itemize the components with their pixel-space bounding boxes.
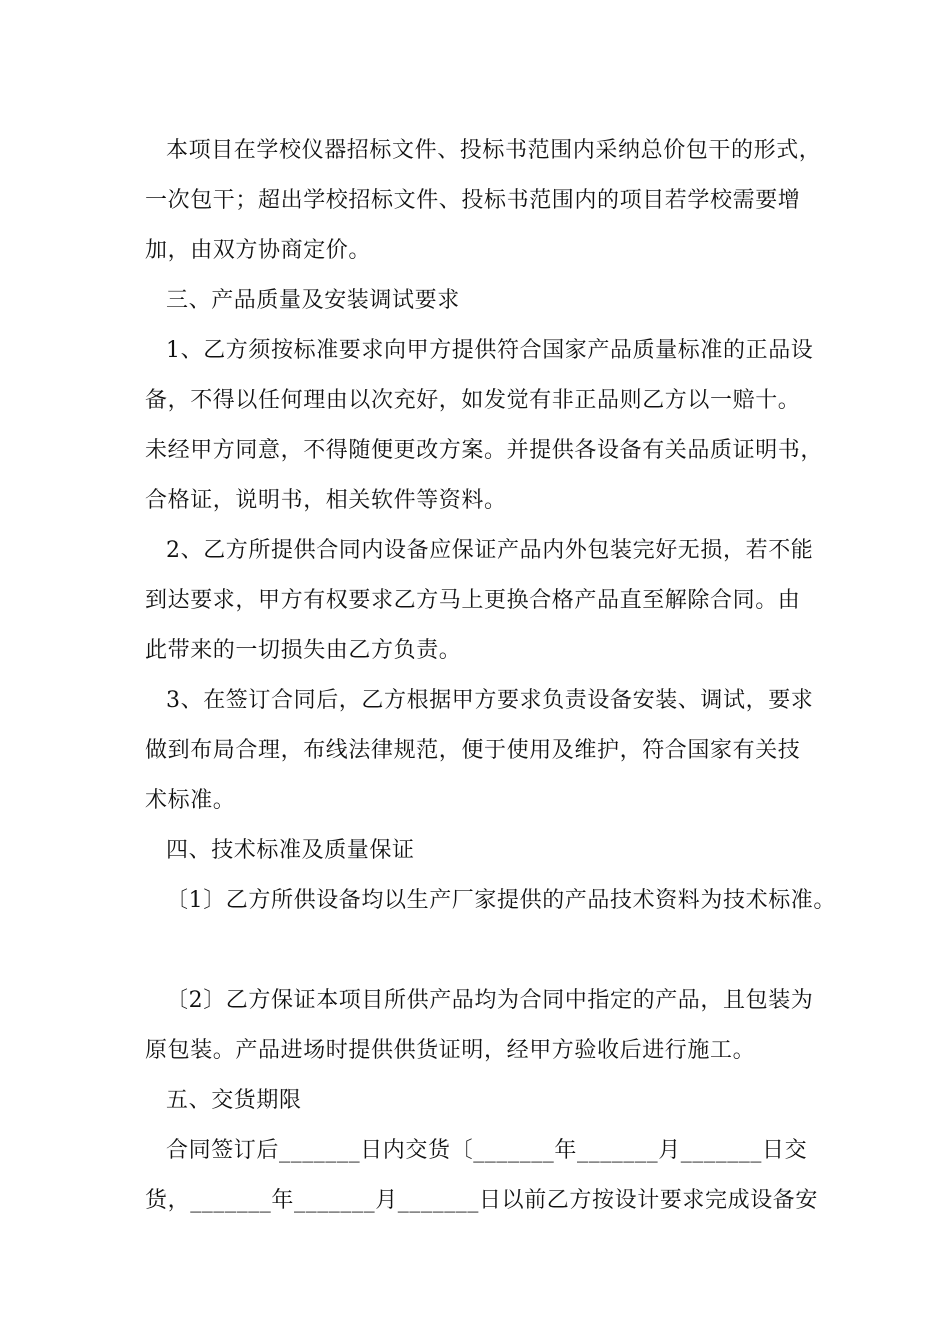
- delivery-line-1: 合同签订后_______日内交货〔_______年_______月_______日交: [166, 1138, 808, 1163]
- paragraph-scope-line-2: 一次包干；超出学校招标文件、投标书范围内的项目若学校需要增: [145, 188, 801, 213]
- clause-1-line-1: 1、乙方须按标准要求向甲方提供符合国家产品质量标准的正品设: [166, 338, 814, 363]
- delivery-line-2: 货，_______年_______月_______日以前乙方按设计要求完成设备安: [145, 1188, 819, 1213]
- clause-2-line-3: 此带来的一切损失由乙方负责。: [145, 638, 462, 663]
- clause-2-line-1: 2、乙方所提供合同内设备应保证产品内外包装完好无损，若不能: [166, 538, 814, 563]
- standard-item-2-line-2: 原包装。产品进场时提供供货证明，经甲方验收后进行施工。: [145, 1038, 756, 1063]
- clause-1-line-4: 合格证，说明书，相关软件等资料。: [145, 488, 507, 513]
- clause-2-line-2: 到达要求，甲方有权要求乙方马上更换合格产品直至解除合同。由: [145, 588, 801, 613]
- clause-1-line-3: 未经甲方同意，不得随便更改方案。并提供各设备有关品质证明书，: [145, 438, 824, 463]
- clause-1-line-2: 备，不得以任何理由以次充好，如发觉有非正品则乙方以一赔十。: [145, 388, 801, 413]
- section-heading-quality: 三、产品质量及安装调试要求: [166, 288, 460, 313]
- paragraph-scope-line-1: 本项目在学校仪器招标文件、投标书范围内采纳总价包干的形式，: [166, 138, 822, 163]
- paragraph-scope-line-3: 加，由双方协商定价。: [145, 238, 372, 263]
- standard-item-2-line-1: 〔2〕乙方保证本项目所供产品均为合同中指定的产品，且包装为: [166, 988, 814, 1013]
- standard-item-1: 〔1〕乙方所供设备均以生产厂家提供的产品技术资料为技术标准。: [166, 888, 836, 913]
- clause-3-line-2: 做到布局合理，布线法律规范，便于使用及维护，符合国家有关技: [145, 738, 801, 763]
- clause-3-line-3: 术标准。: [145, 788, 236, 813]
- section-heading-standards: 四、技术标准及质量保证: [166, 838, 415, 863]
- clause-3-line-1: 3、在签订合同后，乙方根据甲方要求负责设备安装、调试，要求: [166, 688, 814, 713]
- section-heading-delivery: 五、交货期限: [166, 1088, 302, 1113]
